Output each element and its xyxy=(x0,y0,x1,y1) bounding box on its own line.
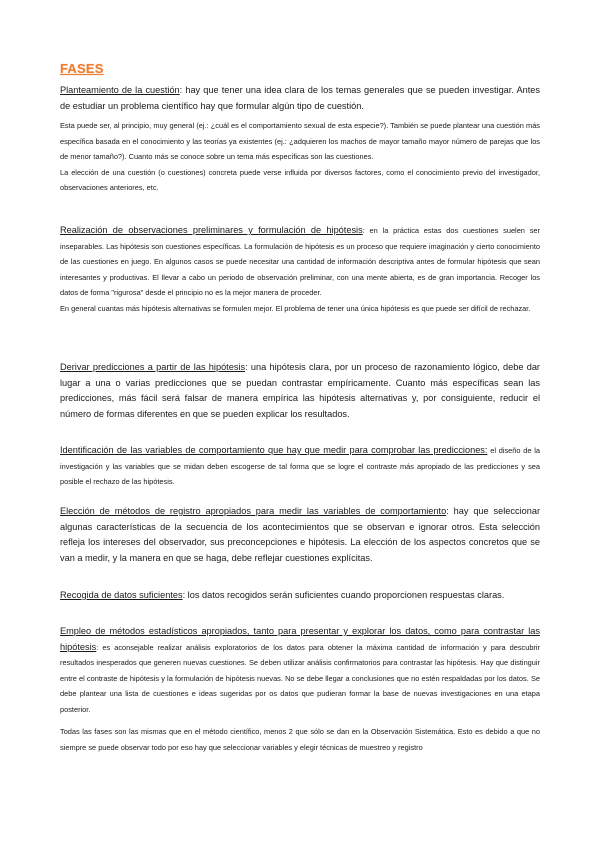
section-heading: Empleo de métodos estadísticos apropiados, tanto para presentar y explorar los datos, como para contrastar las hipótesis xyxy=(60,626,540,652)
section-text: : hay que seleccionar algunas características de la secuencia de los acontecimientos que se observan e ignorar otros. Esta selección refleja los intereses del observador, sus preconcepciones e hipótesis. La elección de los aspectos concretos que se van a medir, y la manera en que se haga, debe reflejar cuestiones explícitas. xyxy=(60,506,541,563)
section-text: : en la práctica estas dos cuestiones suelen ser inseparables. Las hipótesis son cuestiones específicas. La formulación de hipótesis es un proceso que requiere imaginación y cierto conocimiento de las cuestiones en juego. En algunos casos se puede necesitar una cantidad de información descriptiva antes de formular hipótesis que sean interesantes y productivas. El llevar a cabo un periodo de observación preliminar, con una mente abierta, es de gran importancia. Recoger los datos de forma "rigurosa" desde el principio no es la mejor manera de proceder. xyxy=(60,226,540,297)
section-text: el diseño de la investigación y las variables que se midan deben escogerse de tal forma que se logre el contraste más apropiado de las predicciones y sea posible el rechazo de las hipótesis. xyxy=(60,446,540,486)
section-observaciones xyxy=(60,223,540,316)
section-paragraph xyxy=(60,624,540,717)
closing-text: Todas las fases son las mismas que en el método científico, menos 2 que sólo se dan en la Observación Sistemática. Esto es debido a que no siempre se puede observar todo por eso hay que seleccionar variables y elegir técnicas de muestreo y registro xyxy=(60,727,540,752)
section-heading: Elección de métodos de registro apropiados para medir las variables de comportamiento xyxy=(60,506,447,516)
section-paragraph xyxy=(60,443,540,490)
section-text: : una hipótesis clara, por un proceso de razonamiento lógico, debe dar lugar a una o varias predicciones que se puedan contrastar empíricamente. Cuanto más específicas sean las predicciones, más fácil será falsar de manera empírica las hipótesis alternativas y, por consiguiente, reducir el número de formas diferentes en que se pueden explicar los resultados. xyxy=(60,362,540,419)
section-paragraph xyxy=(60,223,540,301)
section-heading: Planteamiento de la cuestión xyxy=(60,85,180,95)
section-text: : los datos recogidos serán suficientes cuando proporcionen respuestas claras. xyxy=(182,590,505,600)
section-heading: Identificación de las variables de comportamiento que hay que medir para comprobar las predicciones: xyxy=(60,445,488,455)
section-text: : hay que tener una idea clara de los temas generales que se pueden investigar. Antes de estudiar un problema científico hay que formular algún tipo de cuestión. xyxy=(60,85,540,111)
document-title: FASES xyxy=(60,61,104,76)
section-paragraph: La elección de una cuestión (o cuestiones) concreta puede verse influida por diversos factores, como el conocimiento previo del investigador, observaciones anteriores, etc. xyxy=(60,167,540,192)
section-estadistica xyxy=(60,624,540,717)
section-recogida-datos xyxy=(60,588,540,604)
section-heading: Derivar predicciones a partir de las hipótesis xyxy=(60,362,246,372)
section-paragraph xyxy=(60,83,540,114)
section-paragraph xyxy=(60,360,540,422)
section-text: : es aconsejable realizar análisis exploratorios de los datos para obtener la máxima cantidad de información y para descubrir resultados inesperados que generen nuevas cuestiones. Se deben utilizar análisis confirmatorios para contrastar las hipótesis. Hay que distinguir entre el contraste de hipótesis y la formulación de hipótesis nuevas. No se debe llegar a conclusiones que no estén respaldadas por los datos. Se debe plantear una lista de cuestiones e ideas sugeridas por os datos que pudieran formar la base de nuevas investigaciones en una etapa posterior. xyxy=(60,642,540,714)
section-heading: Recogida de datos suficientes xyxy=(60,590,183,600)
closing-paragraph xyxy=(60,724,540,755)
section-variables xyxy=(60,443,540,490)
section-predicciones xyxy=(60,360,540,422)
section-paragraph xyxy=(60,504,540,566)
section-heading: Realización de observaciones preliminares y formulación de hipótesis xyxy=(60,225,363,235)
section-paragraph xyxy=(60,588,540,604)
section-paragraph: En general cuantas más hipótesis alternativas se formulen mejor. El problema de tener una única hipótesis es que puede ser difícil de rechazar. xyxy=(60,303,531,313)
section-paragraph: Esta puede ser, al principio, muy general (ej.: ¿cuál es el comportamiento sexual de esta especie?). También se puede plantear una cuestión más específica basada en el conocimiento y las teorías ya existentes (ej.: ¿adquieren los machos de mayor tamaño mayor número de parejas que los de menor tamaño?). Cuanto más se conoce sobre un tema más específicas son las cuestiones. xyxy=(60,121,540,161)
section-metodos-registro xyxy=(60,504,540,566)
section-planteamiento xyxy=(60,83,540,196)
